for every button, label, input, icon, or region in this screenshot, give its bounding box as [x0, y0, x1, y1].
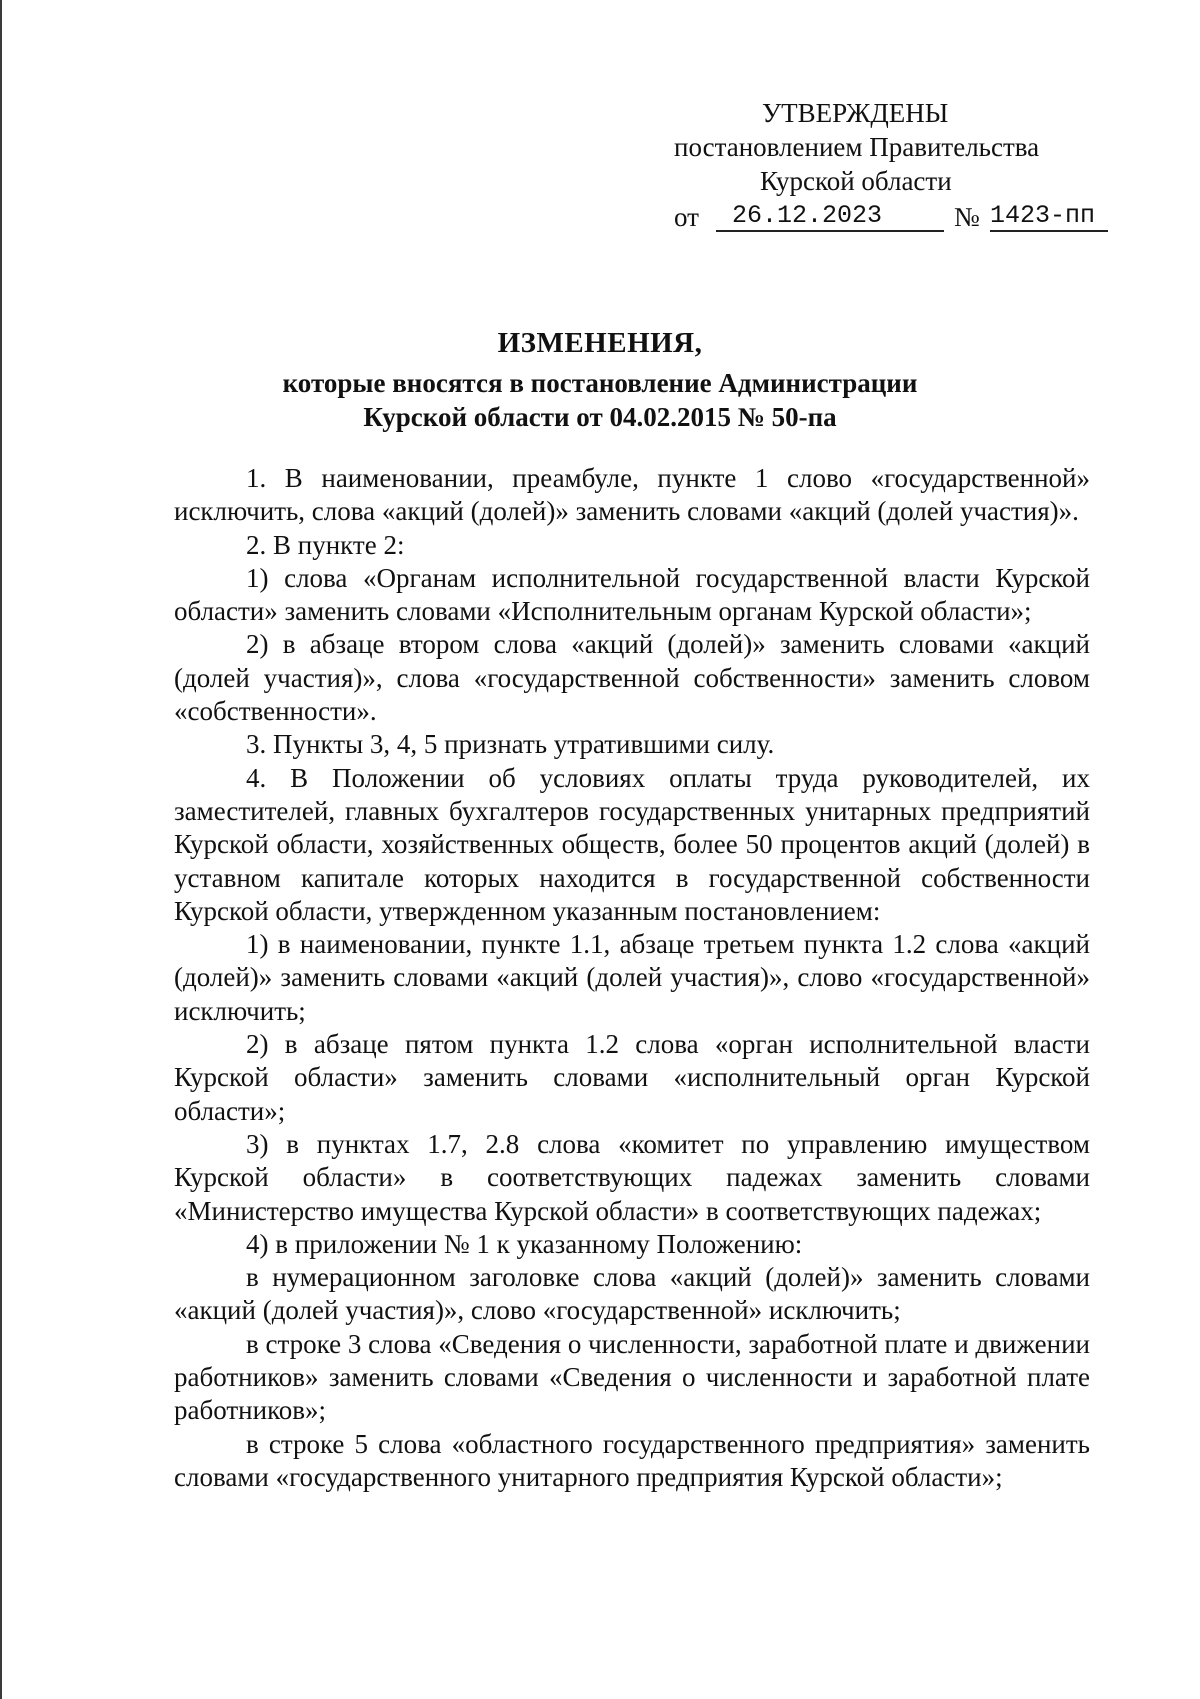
paragraph: 1) в наименовании, пункте 1.1, абзаце третьем пункта 1.2 слова «акций (долей)» заменить словами «акций (долей участия)», слово «государственной» исключить;	[174, 929, 1090, 1026]
paragraph: 4) в приложении № 1 к указанному Положению:	[246, 1228, 803, 1259]
document-heading	[150, 326, 1050, 434]
paragraph: в строке 3 слова «Сведения о численности, заработной плате и движении работников» заменить словами «Сведения о численности и заработной плате работников»;	[174, 1328, 1090, 1426]
paragraph: в строке 5 слова «областного государственного предприятия» заменить словами «государственного унитарного предприятия Курской области»;	[174, 1428, 1090, 1492]
number-sign: №	[954, 202, 980, 232]
heading-title: ИЗМЕНЕНИЯ,	[497, 327, 703, 359]
scan-edge	[0, 0, 2, 1699]
approval-stamp	[660, 96, 1120, 238]
approval-title: УТВЕРЖДЕНЫ	[762, 98, 949, 128]
approval-number: 1423-пп	[990, 202, 1108, 232]
paragraph: 2) в абзаце втором слова «акций (долей)» заменить словами «акций (долей участия)», слова «государственной собственности» заменить словом «собственности».	[174, 629, 1090, 727]
approval-date-number	[660, 198, 1120, 238]
paragraph: 1) слова «Органам исполнительной государственной власти Курской области» заменить словами «Исполнительным органам Курской области»;	[174, 562, 1090, 627]
approval-line-2: Курской области	[760, 166, 952, 196]
paragraph: в нумерационном заголовке слова «акций (долей)» заменить словами «акций (долей участия)», слово «государственной» исключить;	[174, 1262, 1090, 1326]
paragraph: 3. Пункты 3, 4, 5 признать утратившими силу.	[246, 729, 775, 760]
paragraph: 2. В пункте 2:	[246, 529, 405, 560]
approval-line-1: постановлением Правительства	[674, 132, 1040, 162]
heading-line-1: которые вносятся в постановление Администрации	[282, 368, 918, 398]
paragraph: 4. В Положении об условиях оплаты труда руководителей, их заместителей, главных бухгалтеров государственных унитарных предприятий Курской области, хозяйственных обществ, более 50 процентов акций (долей) в уставном капитале которых находится в государственной собственности Курской области, утвержденном указанным постановлением:	[174, 762, 1090, 926]
paragraph: 2) в абзаце пятом пункта 1.2 слова «орган исполнительной власти Курской области» заменить словами «исполнительный орган Курской области»;	[174, 1029, 1090, 1126]
paragraph: 3) в пунктах 1.7, 2.8 слова «комитет по управлению имуществом Курской области» в соответствующих падежах заменить словами «Министерство имущества Курской области» в соответствующих падежах;	[174, 1128, 1090, 1226]
paragraph: 1. В наименовании, преамбуле, пункте 1 слово «государственной» исключить, слова «акций (долей)» заменить словами «акций (долей участия)».	[174, 463, 1090, 527]
from-label: от	[674, 202, 699, 232]
heading-line-2: Курской области от 04.02.2015 № 50-па	[363, 402, 837, 432]
document-body	[174, 462, 1090, 1494]
approval-date: 26.12.2023	[716, 202, 944, 232]
